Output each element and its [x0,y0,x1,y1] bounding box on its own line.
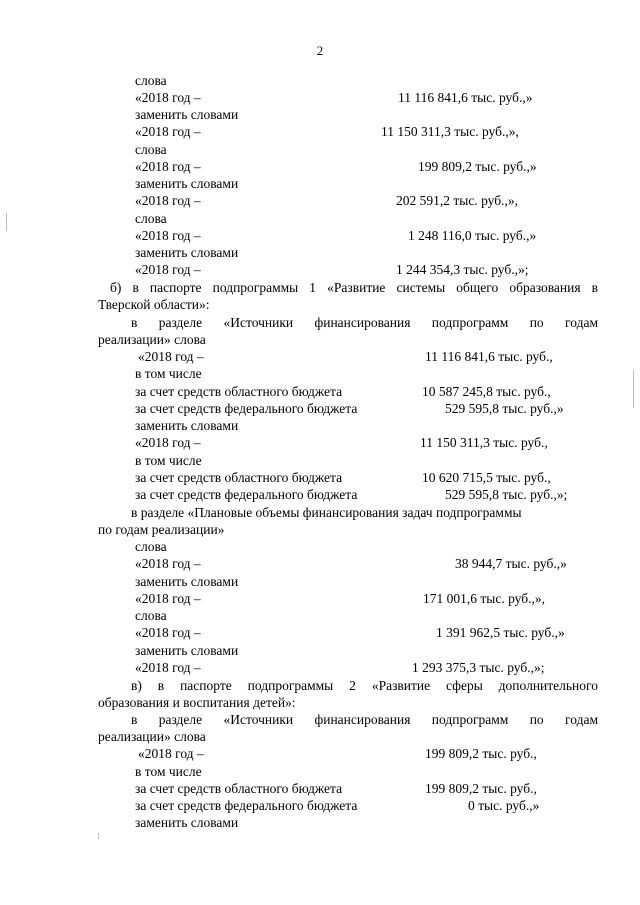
text-line: заменить словами [135,815,239,830]
text-line: «2018 год – [135,90,201,105]
paragraph-line: в разделе «Источники финансирования подпрограмм по годам [131,712,598,727]
text-line: заменить словами [135,245,239,260]
paragraph-line: реализации» слова [98,332,206,347]
amount-value: 529 595,8 тыс. руб.,»; [445,487,568,502]
paragraph-line: образования и воспитания детей»: [98,695,296,710]
text-line: «2018 год – [135,556,201,571]
text-line: «2018 год – [135,159,201,174]
amount-value: 1 248 116,0 тыс. руб.,» [408,228,537,243]
amount-value: 171 001,6 тыс. руб.,», [423,591,545,606]
amount-value: 1 244 354,3 тыс. руб.,»; [396,262,529,277]
scan-mark [98,833,99,839]
text-line: «2018 год – [135,435,201,450]
text-line: слова [135,608,167,623]
page-number: 2 [316,43,324,58]
paragraph-line: б) в паспорте подпрограммы 1 «Развитие системы общего образования в [110,280,598,295]
text-line: за счет средств областного бюджета [135,781,343,796]
text-line: «2018 год – [135,262,201,277]
amount-value: 11 116 841,6 тыс. руб., [425,349,553,364]
text-line: в том числе [135,366,202,381]
amount-value: 11 116 841,6 тыс. руб.,» [398,90,533,105]
text-line: слова [135,211,167,226]
amount-value: 1 391 962,5 тыс. руб.,» [436,625,565,640]
text-line: «2018 год – [135,660,201,675]
scan-mark [6,213,7,231]
paragraph-line: в разделе «Плановые объемы финансирования задач подпрограммы [131,505,522,520]
text-line: «2018 год – [135,591,201,606]
amount-value: 1 293 375,3 тыс. руб.,»; [412,660,545,675]
text-line: за счет средств федерального бюджета [135,798,358,813]
text-line: за счет средств областного бюджета [135,384,343,399]
text-line: заменить словами [135,643,239,658]
text-line: заменить словами [135,418,239,433]
text-line: «2018 год – [135,124,201,139]
paragraph-line: в) в паспорте подпрограммы 2 «Развитие сферы дополнительного [131,678,598,693]
text-line: слова [135,539,167,554]
amount-value: 10 620 715,5 тыс. руб., [422,470,551,485]
text-line: «2018 год – [135,625,201,640]
paragraph-line: в разделе «Источники финансирования подпрограмм по годам [131,315,598,330]
text-line: «2018 год – [138,746,204,761]
text-line: в том числе [135,453,202,468]
amount-value: 199 809,2 тыс. руб., [425,781,537,796]
text-line: слова [135,73,167,88]
text-line: заменить словами [135,574,239,589]
text-line: «2018 год – [138,349,204,364]
text-line: «2018 год – [135,193,201,208]
text-line: за счет средств областного бюджета [135,470,343,485]
amount-value: 10 587 245,8 тыс. руб., [422,384,551,399]
amount-value: 529 595,8 тыс. руб.,» [445,401,564,416]
text-line: заменить словами [135,107,239,122]
paragraph-line: по годам реализации» [98,522,225,537]
text-line: слова [135,142,167,157]
amount-value: 199 809,2 тыс. руб., [425,746,537,761]
amount-value: 199 809,2 тыс. руб.,» [418,159,537,174]
paragraph-line: реализации» слова [98,729,206,744]
paragraph-line: Тверской области»: [98,297,210,312]
text-line: за счет средств федерального бюджета [135,487,358,502]
amount-value: 0 тыс. руб.,» [468,798,540,813]
text-line: в том числе [135,764,202,779]
amount-value: 11 150 311,3 тыс. руб.,», [381,124,519,139]
text-line: заменить словами [135,176,239,191]
amount-value: 11 150 311,3 тыс. руб., [420,435,548,450]
amount-value: 202 591,2 тыс. руб.,», [396,193,518,208]
amount-value: 38 944,7 тыс. руб.,» [455,556,567,571]
text-line: за счет средств федерального бюджета [135,401,358,416]
scan-mark [633,370,634,408]
text-line: «2018 год – [135,228,201,243]
